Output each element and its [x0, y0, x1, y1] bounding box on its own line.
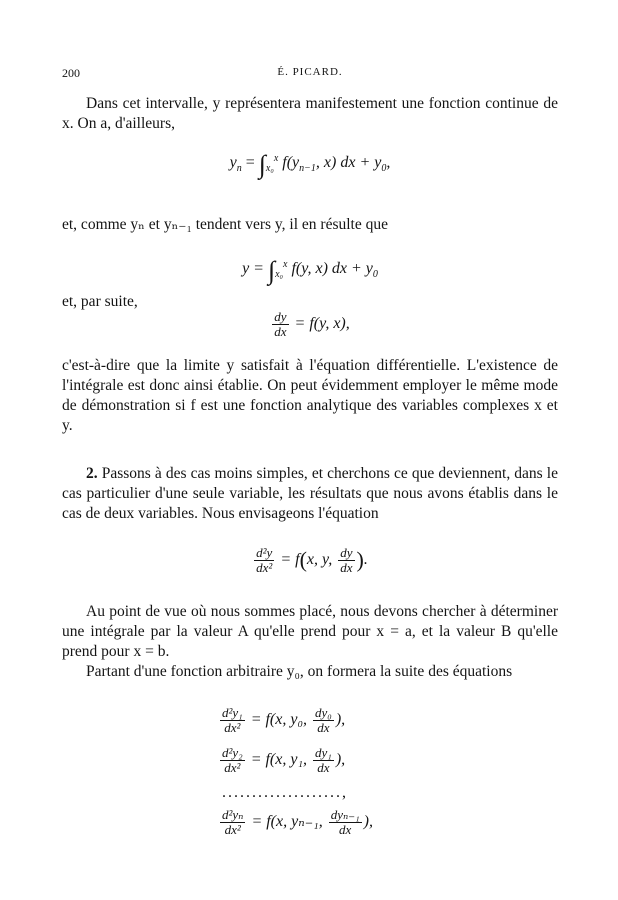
section-number: 2. [86, 465, 98, 482]
paragraph-7: Partant d'une fonction arbitraire y₀, on formera la suite des équations [86, 663, 513, 680]
system-row-1: $\frac{\text{d²y₁}}{\text{dx²}}$ = f(x, y₀, $\frac{\text{dy₀}}{dx}$ ), [222, 705, 346, 735]
paragraph-2: et, comme yₙ et yₙ₋₁ tendent vers y, il en résulte que [62, 216, 388, 233]
equation-3: $\frac{dy}{dx}$ = f(y, x), [274, 309, 350, 339]
page-header [62, 66, 558, 84]
paragraph-5: 2. Passons à des cas moins simples, et cherchons ce que deviennent, dans le cas particulier d'une seule variable, les résultats que nous avons établis dans le cas de deux variables. Nous envisageons l'équation [62, 465, 558, 522]
system-row-2: $\frac{\text{d²y₂}}{\text{dx²}}$ = f(x, y₁, $\frac{\text{dy₁}}{dx}$ ), [222, 745, 346, 775]
paragraph-6: Au point de vue où nous sommes placé, nous devons chercher à déterminer une intégrale par la valeur A qu'elle prend pour x = a, et la valeur B qu'elle prend pour x = b. [62, 603, 558, 660]
equation-4: $\frac{\text{d²y}}{\text{dx²}}$ = f(x, y, $\frac{dy}{dx}$ ). [256, 545, 368, 575]
system-row-3: $\frac{\text{d²yₙ}}{\text{dx²}}$ = f(x, yₙ₋₁, $\frac{\text{dyₙ₋₁}}{dx}$ ), [222, 807, 373, 837]
page-number: 200 [62, 66, 80, 80]
paragraph-3: et, par suite, [62, 293, 138, 310]
running-title: É. PICARD. [277, 66, 343, 78]
paragraph-4: c'est-à-dire que la limite y satisfait à l'équation différentielle. L'existence de l'intégrale est donc ainsi établie. On peut évidemment employer le même mode de démonstration si f est une fonction analytique des variables complexes x et y. [62, 357, 558, 434]
paragraph-1: Dans cet intervalle, y représentera manifestement une fonction continue de x. On a, d'ailleurs, [62, 95, 558, 132]
equation-1: $y_n = \int_{x_0}^x$ $f(y_{n-1}$, x) dx + $y_0$, [229, 150, 391, 179]
system-ellipsis: ...................., [222, 784, 348, 801]
equation-2: $y = \int_{x_0}^x$ f(y, x) dx + $y_0$ [242, 256, 378, 285]
